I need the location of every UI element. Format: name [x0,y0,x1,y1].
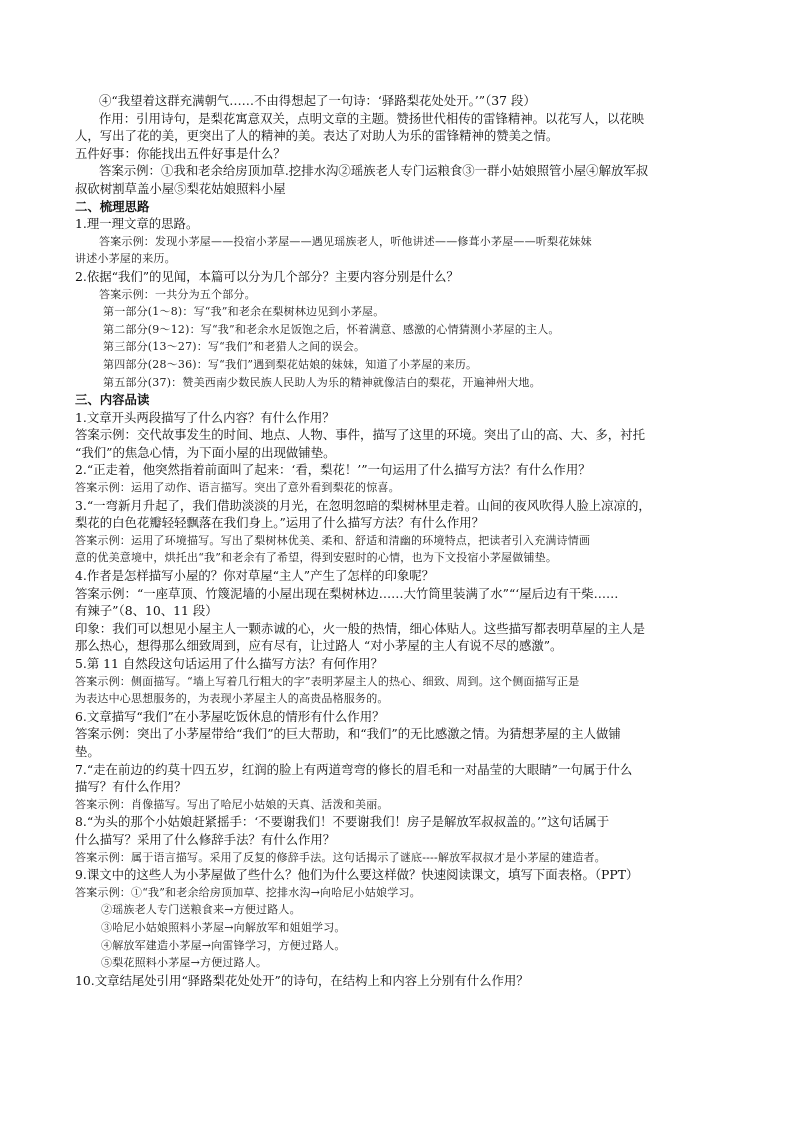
answer-line: 答案示例：突出了小茅屋带给“我们”的巨大帮助，和“我们”的无比感激之情。为猜想茅屋的主人做铺 [75,726,621,742]
answer-line: 答案示例：一共分为五个部分。 [99,287,256,301]
answer-line: 答案示例：侧面描写。“墙上写着几行粗大的字”表明茅屋主人的热心、细致、周到。这个侧面描写正是 [75,674,580,688]
question-line: 2.“正走着，他突然指着前面叫了起来：‘看，梨花！’”一句运用了什么描写方法？有什么作用？ [75,462,591,478]
answer-line: “我们”的焦急心情，为下面小屋的出现做铺垫。 [75,444,336,460]
question-line: 2.依据“我们”的见闻，本篇可以分为几个部分？主要内容分别是什么？ [75,268,459,284]
question-line: 五件好事：你能找出五件好事是什么？ [75,145,286,161]
answer-line: 讲述小茅屋的来历。 [75,252,176,266]
text-line: ④“我望着这群充满朝气……不由得想起了一句诗：‘驿路梨花处处开。’”（37 段） [99,93,536,108]
answer-line: 第一部分(1～8)：写“我”和老余在梨树林边见到小茅屋。 [103,305,385,319]
question-line: 梨花的白色花瓣轻轻飘落在我们身上。”运用了什么描写方法？有什么作用？ [75,515,485,531]
section-heading: 二、梳理思路 [75,198,150,214]
answer-line: 第五部分(37)：赞美西南少数民族人民助人为乐的精神就像洁白的梨花，开遍神州大地。 [103,375,541,389]
answer-line: 第四部分(28～36)：写“我们”遇到梨花姑娘的妹妹，知道了小茅屋的来历。 [103,357,478,371]
answer-line: 那么热心，想得那么细致周到，应有尽有，让过路人 “对小茅屋的主人有说不尽的感激”。 [75,638,563,654]
answer-line: 垫。 [75,743,100,759]
question-line: 什么描写？采用了什么修辞手法？有什么作用？ [75,831,336,847]
answer-line: ③哈尼小姑娘照料小茅屋→向解放军和姐姐学习。 [101,920,346,934]
answer-line: 答案示例：①我和老余给房顶加草.挖排水沟②瑶族老人专门运粮食③一群小姑娘照管小屋④解放军叔 [99,163,649,179]
question-line: 7.“走在前边的约莫十四五岁，红润的脸上有两道弯弯的修长的眉毛和一对晶莹的大眼睛”一句属于什么 [75,761,633,777]
document-page [75,92,725,989]
answer-line: 为表达中心思想服务的，为表现小茅屋主人的高贵品格服务的。 [75,692,389,706]
answer-line: 答案示例：运用了动作、语言描写。突出了意外看到梨花的惊喜。 [75,481,400,495]
question-line: 1.文章开头两段描写了什么内容？有什么作用？ [75,409,335,425]
answer-line: ⑤梨花照料小茅屋→方便过路人。 [101,956,268,970]
answer-line: 答案示例：交代故事发生的时间、地点、人物、事件，描写了这里的环境。突出了山的高、大、多，衬托 [75,427,645,443]
question-line: 10.文章结尾处引用“驿路梨花处处开”的诗句，在结构上和内容上分别有什么作用？ [75,972,529,988]
answer-line: 印象：我们可以想见小屋主人一颗赤诚的心，火一般的热情，细心体贴人。这些描写都表明草屋的主人是 [75,620,645,636]
answer-line: ④解放军建造小茅屋→向雷锋学习，方便过路人。 [101,938,346,952]
answer-line: 叔砍树割草盖小屋⑤梨花姑娘照料小屋 [75,180,286,196]
section-heading: 三、内容品读 [75,392,150,408]
answer-line: 有辣子”（8、10、11 段） [75,603,218,619]
answer-line: 答案示例：属于语言描写。采用了反复的修辞手法。这句话揭示了谜底----解放军叔叔才是小茅屋的建造者。 [75,850,606,864]
text-line: 人，写出了花的美，更突出了人的精神的美。表达了对助人为乐的雷锋精神的赞美之情。 [75,128,559,144]
question-line: 5.第 11 自然段这句话运用了什么描写方法？有何作用？ [75,656,384,671]
question-line: 4.作者是怎样描写小屋的？你对草屋“主人”产生了怎样的印象呢？ [75,568,435,584]
answer-line: 答案示例：①“我”和老余给房顶加草、挖排水沟→向哈尼小姑娘学习。 [75,885,421,899]
answer-line: 第三部分(13～27)：写“我们”和老猎人之间的误会。 [103,340,366,354]
answer-line: 第二部分(9～12)：写“我”和老余水足饭饱之后，怀着满意、感激的心情猜测小茅屋的主人。 [103,322,560,336]
question-line: 9.课文中的这些人为小茅屋做了些什么？他们为什么要这样做？快速阅读课文，填写下面表格。（PPT） [75,867,639,883]
answer-line: 答案示例：发现小茅屋——投宿小茅屋——遇见瑶族老人，听他讲述——修葺小茅屋——听梨花妹妹 [99,234,592,248]
question-line: 3.“一弯新月升起了，我们借助淡淡的月光，在忽明忽暗的梨树林里走着。山间的夜风吹得人脸上凉凉的， [75,497,651,513]
question-line: 6.文章描写“我们”在小茅屋吃饭休息的情形有什么作用？ [75,708,385,724]
answer-line: 答案示例：肖像描写。写出了哈尼小姑娘的天真、活泼和美丽。 [75,797,389,811]
answer-line: ②瑶族老人专门送粮食来→方便过路人。 [101,903,301,917]
answer-line: 答案示例：“一座草顶、竹篾泥墙的小屋出现在梨树林边……大竹筒里装满了水”“‘屋后边有干柴…… [75,585,619,601]
answer-line: 意的优美意境中，烘托出“我”和老余有了希望，得到安慰时的心情，也为下文投宿小茅屋做铺垫。 [75,551,558,565]
question-line: 描写？有什么作用？ [75,779,187,795]
question-line: 1.理一理文章的思路。 [75,216,199,232]
text-line: 作用：引用诗句，是梨花寓意双关，点明文章的主题。赞扬世代相传的雷锋精神。以花写人，以花映 [99,110,645,126]
question-line: 8.“为头的那个小姑娘赶紧摇手：‘不要谢我们！不要谢我们！房子是解放军叔叔盖的。’”这句话属于 [75,814,610,830]
answer-line: 答案示例：运用了环境描写。写出了梨树林优美、柔和、舒适和清幽的环境特点，把读者引入充满诗情画 [75,533,591,547]
